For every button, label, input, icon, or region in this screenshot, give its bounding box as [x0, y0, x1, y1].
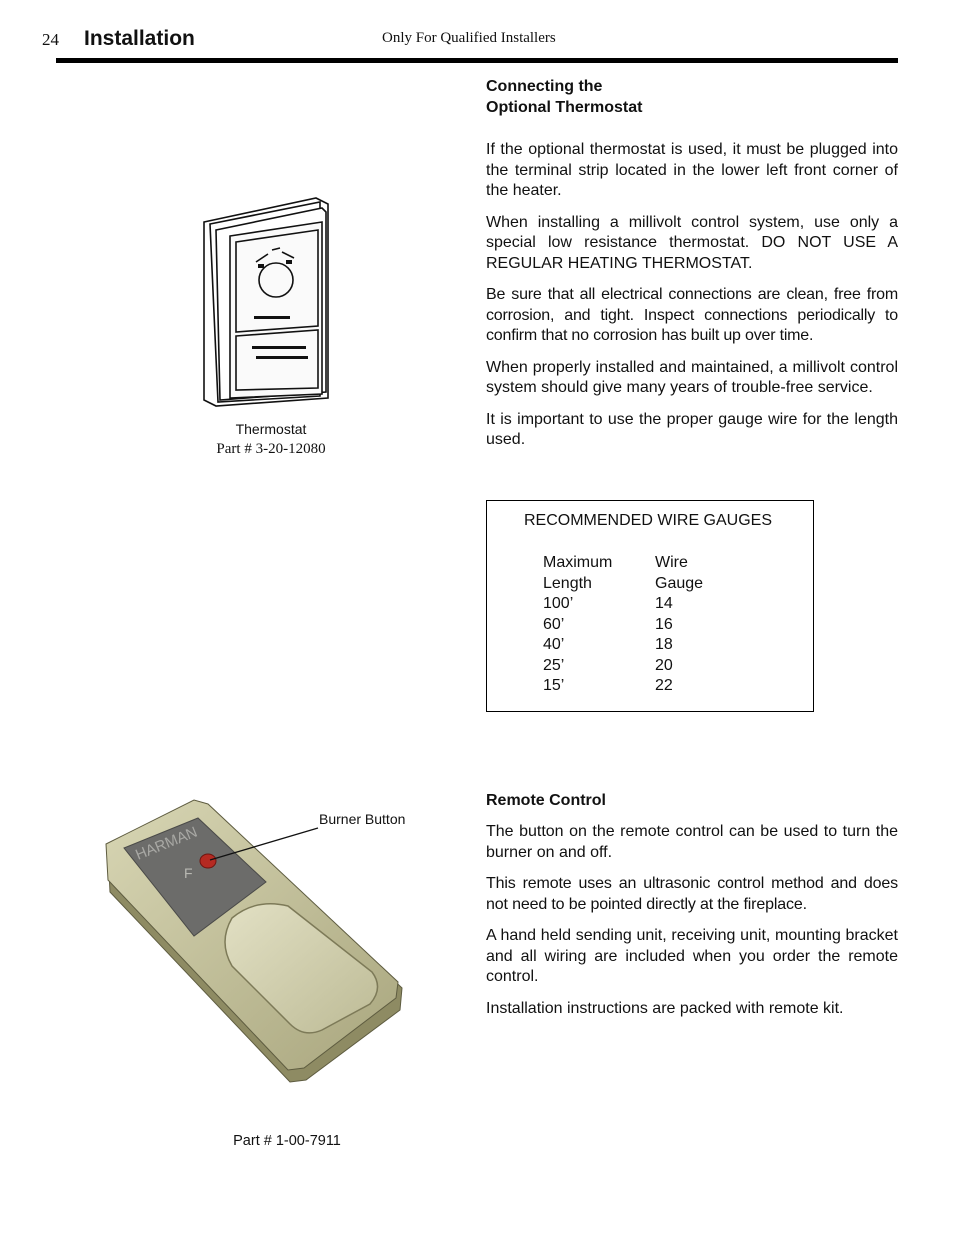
remote-heading: Remote Control	[486, 792, 606, 809]
wire-length-cell: 100’	[543, 595, 574, 612]
remote-paragraph: A hand held sending unit, receiving unit, mounting bracket and all wiring are included when you order the remote control.	[486, 927, 898, 985]
thermostat-paragraph: It is important to use the proper gauge wire for the length used.	[486, 410, 898, 448]
wire-gauge-table	[486, 500, 814, 712]
header-rule	[56, 58, 898, 63]
wire-table-header: Gauge	[655, 574, 704, 592]
wire-gauge-cell: 20	[655, 656, 673, 674]
wire-table-grid	[543, 553, 735, 697]
page-number: 24	[42, 30, 59, 49]
wire-gauge-cell: 22	[655, 677, 673, 694]
remote-part-number: Part # 1-00-7911	[233, 1133, 341, 1149]
remote-paragraph: This remote uses an ultrasonic control method and does not need to be pointed directly at the fireplace.	[486, 875, 898, 913]
remote-text-column	[486, 790, 898, 1030]
thermostat-part-number: Part # 3-20-12080	[216, 441, 326, 457]
wire-length-cell: 25’	[543, 656, 565, 674]
burner-button-callout: Burner Button	[319, 811, 406, 827]
wire-length-cell: 15’	[543, 677, 565, 694]
thermostat-illustration	[196, 192, 336, 414]
thermostat-paragraph: When properly installed and maintained, a millivolt control system should give many years of trouble-free service.	[486, 358, 898, 396]
wire-length-cell: 60’	[543, 615, 565, 633]
wire-table-title: RECOMMENDED WIRE GAUGES	[524, 512, 773, 529]
wire-table-header: Wire	[655, 554, 688, 571]
wire-gauge-cell: 18	[655, 636, 673, 653]
header-note: Only For Qualified Installers	[382, 30, 556, 46]
wire-length-cell: 40’	[543, 636, 565, 653]
thermostat-caption: Thermostat	[235, 421, 307, 437]
thermostat-heading-line2: Optional Thermostat	[486, 99, 643, 116]
thermostat-text-column	[486, 76, 898, 462]
section-title: Installation	[84, 27, 195, 50]
remote-button-letter: F	[184, 865, 193, 881]
thermostat-paragraph: When installing a millivolt control system, use only a special low resistance thermostat. DO NOT USE A REGULAR HEATING THERMOSTAT.	[486, 213, 898, 272]
wire-gauge-cell: 16	[655, 615, 673, 633]
thermostat-paragraph: Be sure that all electrical connections are clean, free from corrosion, and tight. Inspect connections periodically to confirm that no corrosion has built up over time.	[486, 286, 898, 344]
callout-leader-line	[204, 824, 324, 864]
remote-brand-label: HARMAN	[133, 823, 200, 864]
wire-table-header: Maximum	[543, 554, 613, 571]
thermostat-heading-line1: Connecting the	[486, 78, 603, 95]
thermostat-paragraph: If the optional thermostat is used, it must be plugged into the terminal strip located in the lower left front corner of the heater.	[486, 141, 898, 199]
remote-paragraph: The button on the remote control can be used to turn the burner on and off.	[486, 823, 898, 861]
wire-gauge-cell: 14	[655, 595, 673, 612]
wire-table-header: Length	[543, 574, 592, 592]
remote-paragraph: Installation instructions are packed with remote kit.	[486, 999, 844, 1017]
